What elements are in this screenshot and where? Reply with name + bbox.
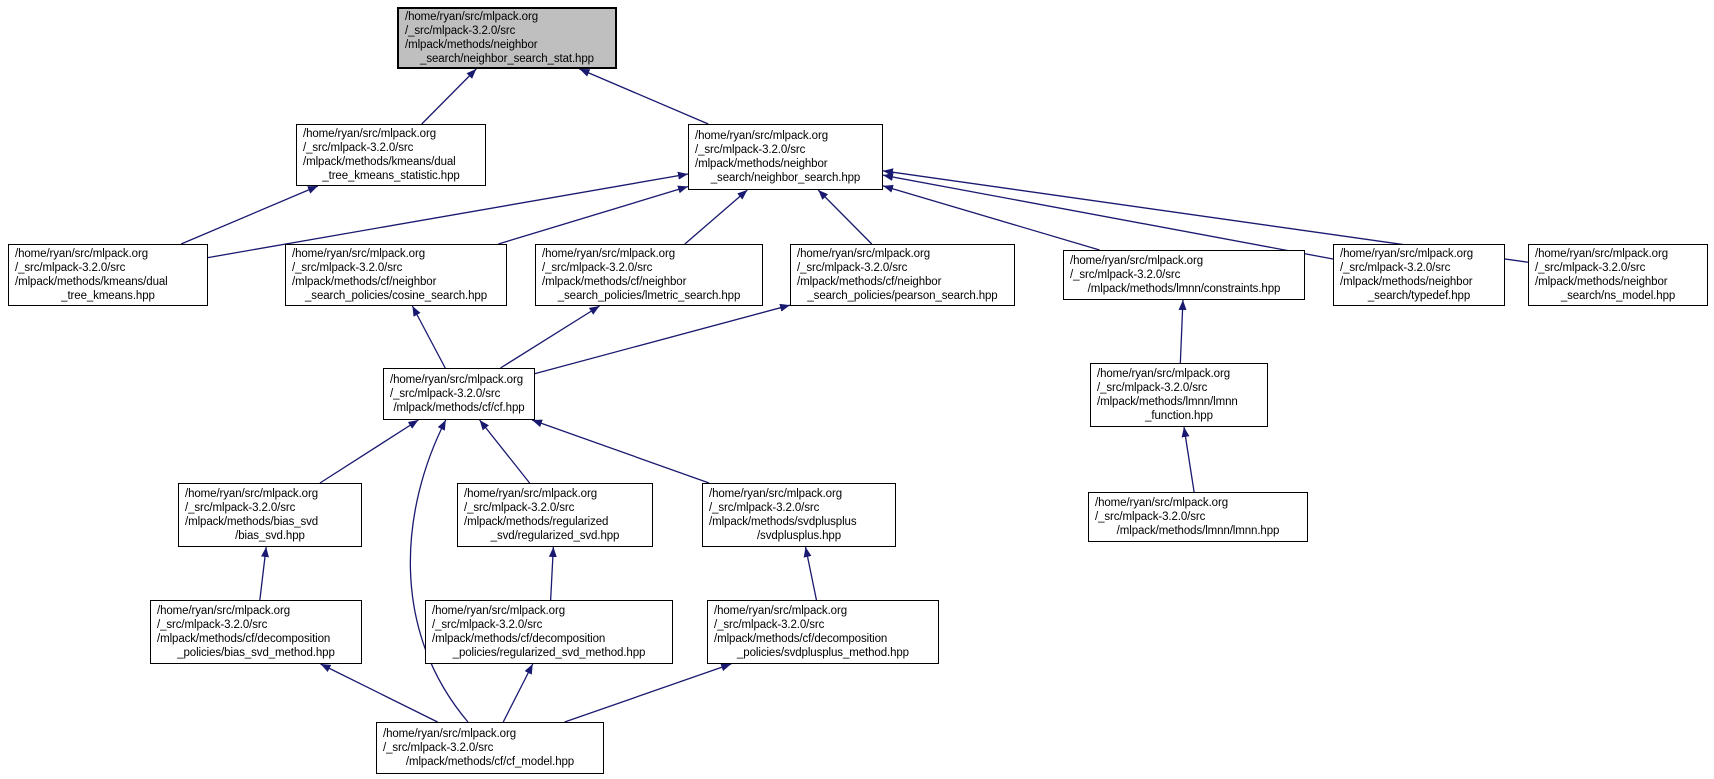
node-path-line: /_src/mlpack-3.2.0/src bbox=[709, 502, 820, 514]
node-path-line: _search/ns_model.hpp bbox=[1560, 290, 1676, 302]
edge-cf_model-to-regularized_svd_method bbox=[503, 664, 532, 722]
graph-node-regularized_svd[interactable] bbox=[457, 483, 653, 547]
graph-node-pearson_search[interactable] bbox=[790, 244, 1015, 306]
graph-node-cf[interactable] bbox=[383, 368, 535, 420]
node-path-line: /_src/mlpack-3.2.0/src bbox=[185, 502, 296, 514]
edge-lmetric_search-to-neighbor_search bbox=[685, 190, 747, 244]
node-path-line: /mlpack/methods/cf/decomposition bbox=[432, 633, 606, 645]
node-path-line: /home/ryan/src/mlpack.org bbox=[1097, 368, 1230, 380]
node-path-line: /mlpack/methods/cf/cf_model.hpp bbox=[405, 756, 575, 768]
node-path-line: /home/ryan/src/mlpack.org bbox=[1095, 497, 1228, 509]
graph-node-ns_model[interactable] bbox=[1528, 244, 1708, 306]
node-path-line: /mlpack/methods/cf/neighbor bbox=[797, 276, 942, 288]
node-path-line: /_src/mlpack-3.2.0/src bbox=[1535, 262, 1646, 274]
node-path-line: /home/ryan/src/mlpack.org bbox=[15, 248, 148, 260]
graph-node-neighbor_search_stat[interactable] bbox=[397, 7, 617, 69]
node-path-line: _policies/regularized_svd_method.hpp bbox=[452, 647, 646, 659]
edge-dual_tree_kmeans_statistic-to-neighbor_search_stat bbox=[422, 69, 477, 124]
node-path-line: /mlpack/methods/cf/decomposition bbox=[714, 633, 888, 645]
edge-neighbor_search-to-neighbor_search_stat bbox=[580, 69, 709, 124]
graph-node-cf_model[interactable] bbox=[376, 722, 604, 774]
node-path-line: _policies/bias_svd_method.hpp bbox=[177, 647, 335, 659]
node-path-line: /home/ryan/src/mlpack.org bbox=[714, 605, 847, 617]
node-path-line: /mlpack/methods/regularized bbox=[464, 516, 609, 528]
node-path-line: /mlpack/methods/svdplusplus bbox=[709, 516, 857, 528]
graph-node-constraints[interactable] bbox=[1063, 250, 1305, 300]
node-path-line: /home/ryan/src/mlpack.org bbox=[1070, 255, 1203, 267]
graph-node-lmnn[interactable] bbox=[1088, 492, 1308, 542]
node-path-line: _search_policies/pearson_search.hpp bbox=[807, 290, 998, 302]
node-path-line: /_src/mlpack-3.2.0/src bbox=[15, 262, 126, 274]
node-path-line: /home/ryan/src/mlpack.org bbox=[432, 605, 565, 617]
node-path-line: /home/ryan/src/mlpack.org bbox=[797, 248, 930, 260]
edge-cf_model-to-cf bbox=[410, 420, 468, 722]
node-path-line: /_src/mlpack-3.2.0/src bbox=[432, 619, 543, 631]
node-path-line: /_src/mlpack-3.2.0/src bbox=[1340, 262, 1451, 274]
edge-cf-to-lmetric_search bbox=[501, 306, 600, 368]
graph-node-dual_tree_kmeans_statistic[interactable] bbox=[296, 124, 486, 186]
node-path-line: _function.hpp bbox=[1145, 410, 1213, 422]
node-path-line: /mlpack/methods/cf/neighbor bbox=[542, 276, 687, 288]
node-path-line: /home/ryan/src/mlpack.org bbox=[157, 605, 290, 617]
edge-svdplusplus-to-cf bbox=[532, 420, 709, 483]
edge-dual_tree_kmeans-to-dual_tree_kmeans_statistic bbox=[181, 186, 318, 244]
node-path-line: /home/ryan/src/mlpack.org bbox=[1535, 248, 1668, 260]
edge-cf-to-cosine_search bbox=[412, 306, 445, 368]
graph-node-bias_svd_method[interactable] bbox=[150, 600, 362, 664]
node-path-line: /home/ryan/src/mlpack.org bbox=[709, 488, 842, 500]
node-path-line: /_src/mlpack-3.2.0/src bbox=[464, 502, 575, 514]
graph-node-cosine_search[interactable] bbox=[285, 244, 507, 306]
node-path-line: _search/neighbor_search_stat.hpp bbox=[420, 53, 594, 65]
graph-node-regularized_svd_method[interactable] bbox=[425, 600, 673, 664]
edge-cf_model-to-svdplusplus_method bbox=[565, 664, 732, 722]
node-path-line: /_src/mlpack-3.2.0/src bbox=[714, 619, 825, 631]
node-path-line: _search_policies/lmetric_search.hpp bbox=[557, 290, 741, 302]
node-path-line: /home/ryan/src/mlpack.org bbox=[464, 488, 597, 500]
edge-cosine_search-to-neighbor_search bbox=[498, 187, 688, 244]
node-path-line: /_src/mlpack-3.2.0/src bbox=[390, 388, 501, 400]
node-path-line: /mlpack/methods/neighbor bbox=[695, 158, 828, 170]
node-path-line: /mlpack/methods/neighbor bbox=[1535, 276, 1668, 288]
node-path-line: /_src/mlpack-3.2.0/src bbox=[157, 619, 268, 631]
node-path-line: /svdplusplus.hpp bbox=[756, 530, 842, 542]
node-path-line: /mlpack/methods/lmnn/lmnn bbox=[1097, 396, 1238, 408]
node-path-line: /home/ryan/src/mlpack.org bbox=[1340, 248, 1473, 260]
node-path-line: /_src/mlpack-3.2.0/src bbox=[383, 742, 494, 754]
node-path-line: /_src/mlpack-3.2.0/src bbox=[1097, 382, 1208, 394]
node-path-line: /mlpack/methods/neighbor bbox=[1340, 276, 1473, 288]
node-path-line: /home/ryan/src/mlpack.org bbox=[303, 128, 436, 140]
node-path-line: /home/ryan/src/mlpack.org bbox=[542, 248, 675, 260]
node-path-line: /mlpack/methods/bias_svd bbox=[185, 516, 319, 528]
node-path-line: _search/typedef.hpp bbox=[1367, 290, 1471, 302]
node-path-line: /_src/mlpack-3.2.0/src bbox=[292, 262, 403, 274]
node-path-line: /mlpack/methods/cf/neighbor bbox=[292, 276, 437, 288]
node-path-line: /home/ryan/src/mlpack.org bbox=[390, 374, 523, 386]
node-path-line: /home/ryan/src/mlpack.org bbox=[405, 11, 538, 23]
edge-pearson_search-to-neighbor_search bbox=[818, 190, 872, 244]
node-path-line: /_src/mlpack-3.2.0/src bbox=[1095, 511, 1206, 523]
graph-node-svdplusplus[interactable] bbox=[702, 483, 896, 547]
graph-node-lmnn_function[interactable] bbox=[1090, 363, 1268, 427]
node-path-line: /_src/mlpack-3.2.0/src bbox=[797, 262, 908, 274]
node-path-line: /bias_svd.hpp bbox=[235, 530, 305, 542]
node-path-line: /home/ryan/src/mlpack.org bbox=[383, 728, 516, 740]
node-path-line: /mlpack/methods/cf/decomposition bbox=[157, 633, 331, 645]
edge-lmnn-to-lmnn_function bbox=[1184, 427, 1194, 492]
edge-regularized_svd-to-cf bbox=[480, 420, 530, 483]
node-path-line: _search_policies/cosine_search.hpp bbox=[305, 290, 487, 302]
node-path-line: /_src/mlpack-3.2.0/src bbox=[303, 142, 414, 154]
edge-svdplusplus_method-to-svdplusplus bbox=[806, 547, 817, 600]
node-path-line: /mlpack/methods/lmnn/constraints.hpp bbox=[1087, 283, 1281, 295]
node-path-line: /_src/mlpack-3.2.0/src bbox=[695, 144, 806, 156]
graph-node-lmetric_search[interactable] bbox=[535, 244, 763, 306]
node-path-line: /_src/mlpack-3.2.0/src bbox=[405, 25, 516, 37]
node-path-line: /_src/mlpack-3.2.0/src bbox=[1070, 269, 1181, 281]
graph-node-svdplusplus_method[interactable] bbox=[707, 600, 939, 664]
graph-node-bias_svd[interactable] bbox=[178, 483, 362, 547]
node-path-line: /mlpack/methods/neighbor bbox=[405, 39, 538, 51]
node-path-line: /mlpack/methods/kmeans/dual bbox=[303, 156, 456, 168]
node-path-line: _svd/regularized_svd.hpp bbox=[490, 530, 620, 542]
node-path-line: /mlpack/methods/lmnn/lmnn.hpp bbox=[1116, 525, 1280, 537]
node-path-line: /mlpack/methods/kmeans/dual bbox=[15, 276, 168, 288]
node-path-line: _tree_kmeans.hpp bbox=[61, 290, 155, 302]
node-path-line: _tree_kmeans_statistic.hpp bbox=[322, 170, 460, 182]
edge-bias_svd-to-cf bbox=[320, 420, 418, 483]
graph-node-typedef[interactable] bbox=[1333, 244, 1505, 306]
node-path-line: /home/ryan/src/mlpack.org bbox=[185, 488, 318, 500]
edge-bias_svd_method-to-bias_svd bbox=[260, 547, 266, 600]
node-path-line: /home/ryan/src/mlpack.org bbox=[695, 130, 828, 142]
node-path-line: /mlpack/methods/cf/cf.hpp bbox=[393, 402, 525, 414]
edge-cf-to-pearson_search bbox=[535, 305, 790, 373]
edge-cf_model-to-bias_svd_method bbox=[321, 664, 438, 722]
node-path-line: _search/neighbor_search.hpp bbox=[710, 172, 861, 184]
graph-node-dual_tree_kmeans[interactable] bbox=[8, 244, 208, 306]
node-path-line: /_src/mlpack-3.2.0/src bbox=[542, 262, 653, 274]
edge-regularized_svd_method-to-regularized_svd bbox=[551, 547, 554, 600]
node-path-line: /home/ryan/src/mlpack.org bbox=[292, 248, 425, 260]
graph-node-neighbor_search[interactable] bbox=[688, 124, 883, 190]
edge-lmnn_function-to-constraints bbox=[1180, 300, 1183, 363]
node-path-line: _policies/svdplusplus_method.hpp bbox=[737, 647, 909, 659]
